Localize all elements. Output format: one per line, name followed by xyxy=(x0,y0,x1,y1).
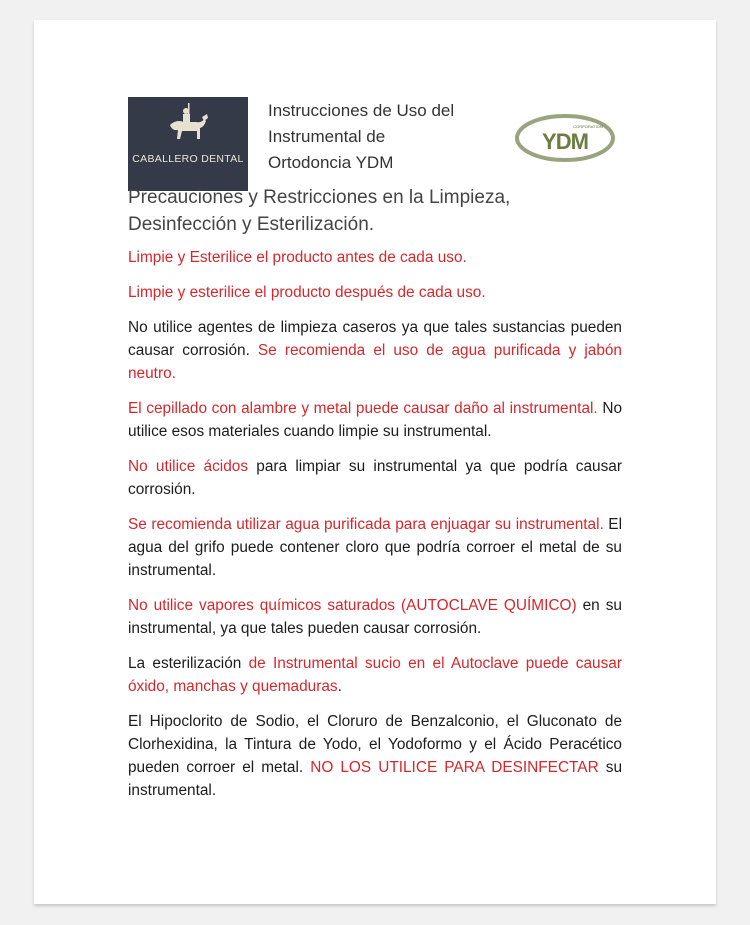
body-text: El agua del grifo puede contener cloro que podría corroer el metal de su instrumental. xyxy=(128,516,622,579)
body-text: . xyxy=(337,678,342,695)
paragraph-3 xyxy=(128,316,622,385)
ydm-logo xyxy=(514,112,616,164)
ydm-logo-small-text: CORPORATION xyxy=(573,124,603,129)
caballero-dental-logo xyxy=(128,97,248,191)
body-text: La esterilización xyxy=(128,655,249,672)
warning-text: Limpie y Esterilice el producto antes de cada uso. xyxy=(128,249,467,266)
paragraph-6 xyxy=(128,513,622,582)
document-page xyxy=(34,20,716,904)
warning-text: Se recomienda el uso de agua purificada y jabón neutro. xyxy=(128,342,622,382)
body-text: No utilice esos materiales cuando limpie su instrumental. xyxy=(128,400,622,440)
warning-text: NO LOS UTILICE PARA DESINFECTAR xyxy=(310,759,599,776)
knight-on-horse-icon xyxy=(162,101,212,151)
warning-text: de Instrumental sucio en el Autoclave puede causar óxido, manchas y quemaduras xyxy=(128,655,622,695)
paragraph-4 xyxy=(128,397,622,443)
title-line: Instrucciones de Uso del xyxy=(268,101,455,120)
title-line: Ortodoncia YDM xyxy=(268,153,394,172)
heading-line: Precauciones y Restricciones en la Limpieza, xyxy=(128,187,511,208)
body-text: su instrumental. xyxy=(128,759,623,799)
warning-text: El cepillado con alambre y metal puede causar daño al instrumental. xyxy=(128,400,598,417)
ydm-logo-text: YDM xyxy=(542,129,588,154)
paragraph-8 xyxy=(128,652,622,698)
paragraph-7 xyxy=(128,594,622,640)
body-text: en su instrumental, ya que tales pueden causar corrosión. xyxy=(128,597,622,637)
logo-brand-text: CABALLERO DENTAL xyxy=(132,153,244,165)
document-title xyxy=(268,98,498,176)
warning-text: No utilice ácidos xyxy=(128,458,249,475)
paragraph-5 xyxy=(128,455,622,501)
body-text: El Hipoclorito de Sodio, el Cloruro de Benzalconio, el Gluconato de Clorhexidina, la Tintura de Yodo, el Yodoformo y el Ácido Peracético pueden corroer el metal. xyxy=(128,713,622,776)
section-heading xyxy=(128,184,608,238)
warning-text: Limpie y esterilice el producto después de cada uso. xyxy=(128,284,486,301)
warning-text: No utilice vapores químicos saturados (AUTOCLAVE QUÍMICO) xyxy=(128,597,577,614)
instructions-body xyxy=(128,246,622,814)
paragraph-9 xyxy=(128,710,622,802)
paragraph-2 xyxy=(128,281,622,304)
warning-text: Se recomienda utilizar agua purificada para enjuagar su instrumental. xyxy=(128,516,604,533)
heading-line: Desinfección y Esterilización. xyxy=(128,214,375,235)
title-line: Instrumental de xyxy=(268,127,386,146)
body-text: para limpiar su instrumental ya que podría causar corrosión. xyxy=(128,458,622,498)
body-text: No utilice agentes de limpieza caseros ya que tales sustancias pueden causar corrosión. xyxy=(128,319,622,359)
paragraph-1 xyxy=(128,246,622,269)
